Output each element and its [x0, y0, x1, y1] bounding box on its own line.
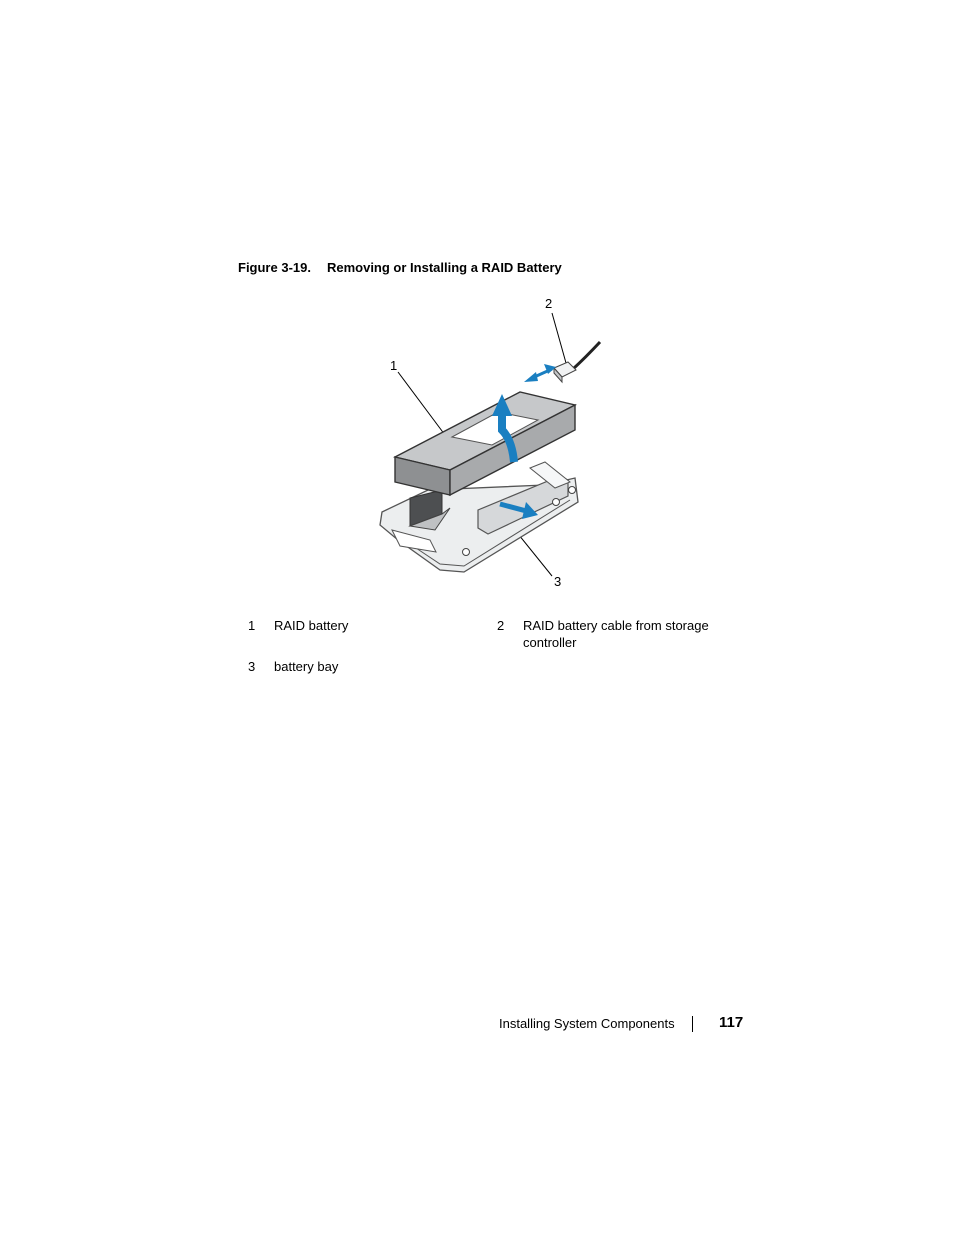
- callout-3: 3: [554, 574, 562, 589]
- page-number: 117: [719, 1014, 744, 1031]
- callout-1: 1: [390, 358, 398, 373]
- figure-title: Removing or Installing a RAID Battery: [326, 260, 562, 275]
- raid-battery-cable-shape: [554, 342, 600, 382]
- figure-label: Figure 3-19.: [238, 260, 311, 275]
- leader-line-2: [552, 313, 566, 363]
- footer-section-title: Installing System Components: [499, 1016, 675, 1031]
- legend-number: 2: [497, 618, 505, 633]
- footer-divider: [692, 1016, 693, 1032]
- leader-line-1: [398, 372, 445, 435]
- raid-battery-illustration: [370, 290, 620, 595]
- connect-arrow: [524, 364, 556, 382]
- legend-text: RAID battery: [274, 618, 349, 633]
- legend-item-2: [497, 617, 729, 653]
- legend-number: 3: [248, 659, 256, 674]
- legend-text: battery bay: [274, 659, 339, 674]
- figure-caption: [238, 260, 562, 275]
- legend-text: RAID battery cable from storage controller: [523, 618, 709, 650]
- callout-2: 2: [545, 296, 553, 311]
- legend-number: 1: [248, 618, 256, 633]
